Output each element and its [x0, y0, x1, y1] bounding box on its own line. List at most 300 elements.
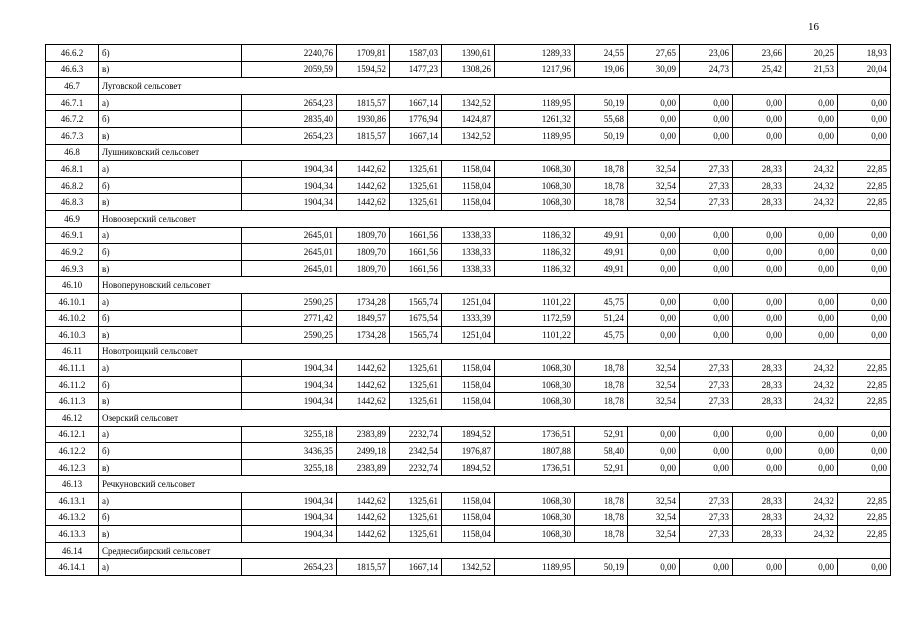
table-row [46, 360, 891, 377]
value-cell: 1342,52 [442, 94, 495, 111]
value-cell: 2645,01 [242, 260, 337, 277]
value-cell: 24,32 [786, 360, 838, 377]
value-cell: 18,78 [575, 360, 628, 377]
table-row [46, 94, 891, 111]
section-name: Новоозерский сельсовет [99, 210, 337, 227]
value-cell: 49,91 [575, 227, 628, 244]
value-cell: 0,00 [733, 293, 786, 310]
row-code: 46.11.3 [46, 393, 99, 410]
row-code: 46.8 [46, 144, 99, 161]
value-cell: 1158,04 [442, 493, 495, 510]
value-cell: 0,00 [786, 327, 838, 344]
value-cell: 1424,87 [442, 111, 495, 128]
value-cell: 32,54 [628, 376, 680, 393]
value-cell: 45,75 [575, 327, 628, 344]
value-cell: 2835,40 [242, 111, 337, 128]
value-cell: 50,19 [575, 127, 628, 144]
value-cell: 32,54 [628, 493, 680, 510]
section-name: Лушниковский сельсовет [99, 144, 337, 161]
row-label: в) [99, 260, 242, 277]
section-name: Новотроицкий сельсовет [99, 343, 337, 360]
value-cell: 0,00 [838, 227, 891, 244]
section-header-row [46, 476, 891, 493]
value-cell: 0,00 [733, 227, 786, 244]
value-cell: 18,93 [838, 45, 891, 62]
value-cell: 0,00 [786, 111, 838, 128]
value-cell: 1390,61 [442, 45, 495, 62]
value-cell: 0,00 [786, 94, 838, 111]
value-cell: 0,00 [628, 227, 680, 244]
value-cell: 0,00 [786, 559, 838, 576]
row-label: б) [99, 509, 242, 526]
value-cell: 3255,18 [242, 426, 337, 443]
section-header-row [46, 343, 891, 360]
table-row [46, 227, 891, 244]
value-cell: 0,00 [786, 426, 838, 443]
value-cell: 0,00 [733, 111, 786, 128]
value-cell: 1158,04 [442, 509, 495, 526]
value-cell: 1565,74 [390, 327, 442, 344]
value-cell: 1325,61 [390, 526, 442, 543]
value-cell: 0,00 [680, 327, 733, 344]
value-cell: 1068,30 [495, 493, 575, 510]
table-row [46, 244, 891, 261]
value-cell: 0,00 [838, 111, 891, 128]
row-code: 46.10.1 [46, 293, 99, 310]
row-label: б) [99, 244, 242, 261]
value-cell: 50,19 [575, 559, 628, 576]
value-cell: 0,00 [628, 260, 680, 277]
value-cell: 1442,62 [337, 194, 390, 211]
value-cell: 1904,34 [242, 177, 337, 194]
row-code: 46.12.1 [46, 426, 99, 443]
row-label: б) [99, 443, 242, 460]
row-code: 46.10.2 [46, 310, 99, 327]
value-cell: 1325,61 [390, 194, 442, 211]
value-cell: 0,00 [838, 559, 891, 576]
row-code: 46.12.2 [46, 443, 99, 460]
row-code: 46.7 [46, 78, 99, 95]
value-cell: 32,54 [628, 526, 680, 543]
value-cell: 1068,30 [495, 177, 575, 194]
value-cell: 0,00 [680, 227, 733, 244]
row-code: 46.11.1 [46, 360, 99, 377]
value-cell: 1661,56 [390, 227, 442, 244]
value-cell: 1736,51 [495, 426, 575, 443]
row-label: а) [99, 227, 242, 244]
value-cell: 50,19 [575, 94, 628, 111]
value-cell: 27,33 [680, 376, 733, 393]
value-cell: 27,33 [680, 194, 733, 211]
value-cell: 0,00 [680, 127, 733, 144]
row-code: 46.12 [46, 410, 99, 427]
value-cell: 0,00 [733, 260, 786, 277]
value-cell: 1904,34 [242, 393, 337, 410]
value-cell: 24,32 [786, 509, 838, 526]
value-cell: 1667,14 [390, 127, 442, 144]
value-cell: 32,54 [628, 360, 680, 377]
section-filler [337, 210, 891, 227]
value-cell: 1068,30 [495, 393, 575, 410]
value-cell: 2654,23 [242, 94, 337, 111]
section-filler [337, 476, 891, 493]
table-row [46, 177, 891, 194]
value-cell: 28,33 [733, 526, 786, 543]
value-cell: 0,00 [680, 459, 733, 476]
section-filler [337, 78, 891, 95]
value-cell: 24,73 [680, 61, 733, 78]
table-row [46, 161, 891, 178]
value-cell: 0,00 [786, 227, 838, 244]
value-cell: 0,00 [786, 127, 838, 144]
row-label: в) [99, 393, 242, 410]
row-code: 46.7.3 [46, 127, 99, 144]
value-cell: 1930,86 [337, 111, 390, 128]
value-cell: 45,75 [575, 293, 628, 310]
row-code: 46.14 [46, 542, 99, 559]
value-cell: 0,00 [680, 244, 733, 261]
value-cell: 0,00 [838, 260, 891, 277]
value-cell: 1815,57 [337, 94, 390, 111]
value-cell: 1101,22 [495, 293, 575, 310]
value-cell: 1709,81 [337, 45, 390, 62]
row-code: 46.14.1 [46, 559, 99, 576]
value-cell: 2059,59 [242, 61, 337, 78]
section-header-row [46, 78, 891, 95]
value-cell: 1325,61 [390, 393, 442, 410]
value-cell: 22,85 [838, 376, 891, 393]
value-cell: 18,78 [575, 177, 628, 194]
value-cell: 1338,33 [442, 227, 495, 244]
value-cell: 1565,74 [390, 293, 442, 310]
value-cell: 1308,26 [442, 61, 495, 78]
section-header-row [46, 210, 891, 227]
section-name: Среднесибирский сельсовет [99, 542, 337, 559]
value-cell: 20,04 [838, 61, 891, 78]
value-cell: 27,33 [680, 177, 733, 194]
table-row [46, 376, 891, 393]
value-cell: 1325,61 [390, 493, 442, 510]
row-code: 46.8.2 [46, 177, 99, 194]
value-cell: 1158,04 [442, 177, 495, 194]
value-cell: 1068,30 [495, 526, 575, 543]
section-header-row [46, 277, 891, 294]
table-row [46, 526, 891, 543]
section-name: Речкуновский сельсовет [99, 476, 337, 493]
value-cell: 0,00 [838, 94, 891, 111]
row-code: 46.13 [46, 476, 99, 493]
table-row [46, 127, 891, 144]
value-cell: 18,78 [575, 526, 628, 543]
row-code: 46.9.1 [46, 227, 99, 244]
value-cell: 1068,30 [495, 161, 575, 178]
section-filler [337, 277, 891, 294]
value-cell: 0,00 [838, 244, 891, 261]
value-cell: 1442,62 [337, 161, 390, 178]
table-row [46, 509, 891, 526]
value-cell: 1849,57 [337, 310, 390, 327]
value-cell: 2240,76 [242, 45, 337, 62]
table-row [46, 293, 891, 310]
value-cell: 1661,56 [390, 260, 442, 277]
value-cell: 22,85 [838, 393, 891, 410]
value-cell: 1186,32 [495, 260, 575, 277]
section-name: Луговской сельсовет [99, 78, 337, 95]
value-cell: 1325,61 [390, 161, 442, 178]
value-cell: 1815,57 [337, 559, 390, 576]
value-cell: 1442,62 [337, 177, 390, 194]
row-code: 46.12.3 [46, 459, 99, 476]
value-cell: 1325,61 [390, 177, 442, 194]
value-cell: 1736,51 [495, 459, 575, 476]
value-cell: 1325,61 [390, 360, 442, 377]
value-cell: 0,00 [733, 310, 786, 327]
value-cell: 22,85 [838, 194, 891, 211]
value-cell: 18,78 [575, 161, 628, 178]
value-cell: 0,00 [628, 459, 680, 476]
value-cell: 2654,23 [242, 559, 337, 576]
row-label: а) [99, 293, 242, 310]
value-cell: 1251,04 [442, 293, 495, 310]
value-cell: 27,33 [680, 526, 733, 543]
value-cell: 24,32 [786, 194, 838, 211]
value-cell: 0,00 [786, 244, 838, 261]
value-cell: 49,91 [575, 260, 628, 277]
row-code: 46.13.3 [46, 526, 99, 543]
value-cell: 1442,62 [337, 509, 390, 526]
value-cell: 18,78 [575, 509, 628, 526]
value-cell: 0,00 [786, 260, 838, 277]
value-cell: 0,00 [733, 459, 786, 476]
value-cell: 0,00 [838, 426, 891, 443]
value-cell: 1904,34 [242, 376, 337, 393]
value-cell: 32,54 [628, 194, 680, 211]
value-cell: 1068,30 [495, 194, 575, 211]
value-cell: 0,00 [733, 94, 786, 111]
value-cell: 1186,32 [495, 244, 575, 261]
value-cell: 0,00 [628, 94, 680, 111]
value-cell: 3436,35 [242, 443, 337, 460]
value-cell: 58,40 [575, 443, 628, 460]
value-cell: 0,00 [680, 293, 733, 310]
value-cell: 1158,04 [442, 376, 495, 393]
value-cell: 0,00 [733, 127, 786, 144]
value-cell: 32,54 [628, 177, 680, 194]
value-cell: 0,00 [733, 327, 786, 344]
row-code: 46.9.2 [46, 244, 99, 261]
value-cell: 49,91 [575, 244, 628, 261]
row-label: а) [99, 559, 242, 576]
table-row [46, 194, 891, 211]
value-cell: 20,25 [786, 45, 838, 62]
table-row [46, 459, 891, 476]
value-cell: 1189,95 [495, 127, 575, 144]
value-cell: 1976,87 [442, 443, 495, 460]
value-cell: 2232,74 [390, 459, 442, 476]
section-header-row [46, 144, 891, 161]
row-code: 46.9 [46, 210, 99, 227]
value-cell: 1289,33 [495, 45, 575, 62]
value-cell: 0,00 [733, 426, 786, 443]
table-row [46, 393, 891, 410]
value-cell: 3255,18 [242, 459, 337, 476]
value-cell: 1325,61 [390, 509, 442, 526]
table-row [46, 559, 891, 576]
value-cell: 1251,04 [442, 327, 495, 344]
table-row [46, 260, 891, 277]
value-cell: 0,00 [628, 310, 680, 327]
value-cell: 24,55 [575, 45, 628, 62]
value-cell: 32,54 [628, 393, 680, 410]
value-cell: 1442,62 [337, 393, 390, 410]
value-cell: 0,00 [628, 111, 680, 128]
row-label: в) [99, 459, 242, 476]
value-cell: 28,33 [733, 360, 786, 377]
table-row [46, 426, 891, 443]
value-cell: 24,32 [786, 393, 838, 410]
value-cell: 23,66 [733, 45, 786, 62]
row-code: 46.6.2 [46, 45, 99, 62]
value-cell: 1101,22 [495, 327, 575, 344]
value-cell: 0,00 [786, 443, 838, 460]
value-cell: 0,00 [733, 559, 786, 576]
value-cell: 1158,04 [442, 526, 495, 543]
value-cell: 32,54 [628, 509, 680, 526]
section-filler [337, 144, 891, 161]
value-cell: 18,78 [575, 393, 628, 410]
value-cell: 0,00 [733, 443, 786, 460]
value-cell: 0,00 [680, 559, 733, 576]
value-cell: 28,33 [733, 393, 786, 410]
value-cell: 0,00 [838, 293, 891, 310]
value-cell: 1894,52 [442, 459, 495, 476]
value-cell: 27,65 [628, 45, 680, 62]
value-cell: 1158,04 [442, 194, 495, 211]
value-cell: 1667,14 [390, 559, 442, 576]
value-cell: 1442,62 [337, 360, 390, 377]
table-row [46, 111, 891, 128]
section-name: Новоперуновский сельсовет [99, 277, 337, 294]
value-cell: 27,33 [680, 493, 733, 510]
table-row [46, 443, 891, 460]
value-cell: 28,33 [733, 177, 786, 194]
value-cell: 1904,34 [242, 194, 337, 211]
value-cell: 0,00 [628, 426, 680, 443]
value-cell: 2645,01 [242, 227, 337, 244]
value-cell: 28,33 [733, 509, 786, 526]
value-cell: 0,00 [680, 111, 733, 128]
value-cell: 1815,57 [337, 127, 390, 144]
value-cell: 0,00 [680, 443, 733, 460]
row-code: 46.10.3 [46, 327, 99, 344]
row-label: б) [99, 111, 242, 128]
value-cell: 2232,74 [390, 426, 442, 443]
value-cell: 1261,32 [495, 111, 575, 128]
value-cell: 52,91 [575, 459, 628, 476]
value-cell: 18,78 [575, 493, 628, 510]
value-cell: 51,24 [575, 310, 628, 327]
value-cell: 0,00 [628, 559, 680, 576]
section-header-row [46, 410, 891, 427]
value-cell: 24,32 [786, 177, 838, 194]
row-label: а) [99, 94, 242, 111]
value-cell: 1158,04 [442, 161, 495, 178]
row-label: б) [99, 45, 242, 62]
row-code: 46.8.1 [46, 161, 99, 178]
value-cell: 1325,61 [390, 376, 442, 393]
value-cell: 1904,34 [242, 509, 337, 526]
value-cell: 1442,62 [337, 376, 390, 393]
value-cell: 1809,70 [337, 244, 390, 261]
value-cell: 1894,52 [442, 426, 495, 443]
value-cell: 0,00 [786, 293, 838, 310]
value-cell: 1189,95 [495, 559, 575, 576]
value-cell: 28,33 [733, 493, 786, 510]
value-cell: 1734,28 [337, 293, 390, 310]
value-cell: 18,78 [575, 376, 628, 393]
row-label: а) [99, 360, 242, 377]
value-cell: 1442,62 [337, 526, 390, 543]
section-filler [337, 410, 891, 427]
row-code: 46.9.3 [46, 260, 99, 277]
value-cell: 23,06 [680, 45, 733, 62]
section-name: Озерский сельсовет [99, 410, 337, 427]
value-cell: 0,00 [838, 327, 891, 344]
value-cell: 1342,52 [442, 559, 495, 576]
section-header-row [46, 542, 891, 559]
value-cell: 0,00 [838, 459, 891, 476]
table-row [46, 327, 891, 344]
value-cell: 1594,52 [337, 61, 390, 78]
value-cell: 25,42 [733, 61, 786, 78]
row-label: б) [99, 310, 242, 327]
value-cell: 0,00 [680, 260, 733, 277]
value-cell: 2499,18 [337, 443, 390, 460]
row-code: 46.13.1 [46, 493, 99, 510]
row-label: в) [99, 327, 242, 344]
value-cell: 2383,89 [337, 459, 390, 476]
value-cell: 0,00 [680, 310, 733, 327]
value-cell: 1172,59 [495, 310, 575, 327]
value-cell: 1904,34 [242, 360, 337, 377]
page-number: 16 [808, 21, 819, 33]
value-cell: 0,00 [628, 244, 680, 261]
row-code: 46.7.2 [46, 111, 99, 128]
value-cell: 28,33 [733, 194, 786, 211]
value-cell: 27,33 [680, 509, 733, 526]
section-filler [337, 542, 891, 559]
value-cell: 1807,88 [495, 443, 575, 460]
value-cell: 1217,96 [495, 61, 575, 78]
row-label: в) [99, 127, 242, 144]
value-cell: 1776,94 [390, 111, 442, 128]
value-cell: 2590,25 [242, 327, 337, 344]
value-cell: 21,53 [786, 61, 838, 78]
value-cell: 1667,14 [390, 94, 442, 111]
value-cell: 27,33 [680, 161, 733, 178]
value-cell: 1338,33 [442, 244, 495, 261]
value-cell: 24,32 [786, 526, 838, 543]
value-cell: 1809,70 [337, 260, 390, 277]
value-cell: 1158,04 [442, 360, 495, 377]
row-label: в) [99, 526, 242, 543]
value-cell: 1904,34 [242, 493, 337, 510]
value-cell: 1338,33 [442, 260, 495, 277]
value-cell: 0,00 [680, 426, 733, 443]
value-cell: 28,33 [733, 376, 786, 393]
value-cell: 22,85 [838, 509, 891, 526]
value-cell: 22,85 [838, 493, 891, 510]
